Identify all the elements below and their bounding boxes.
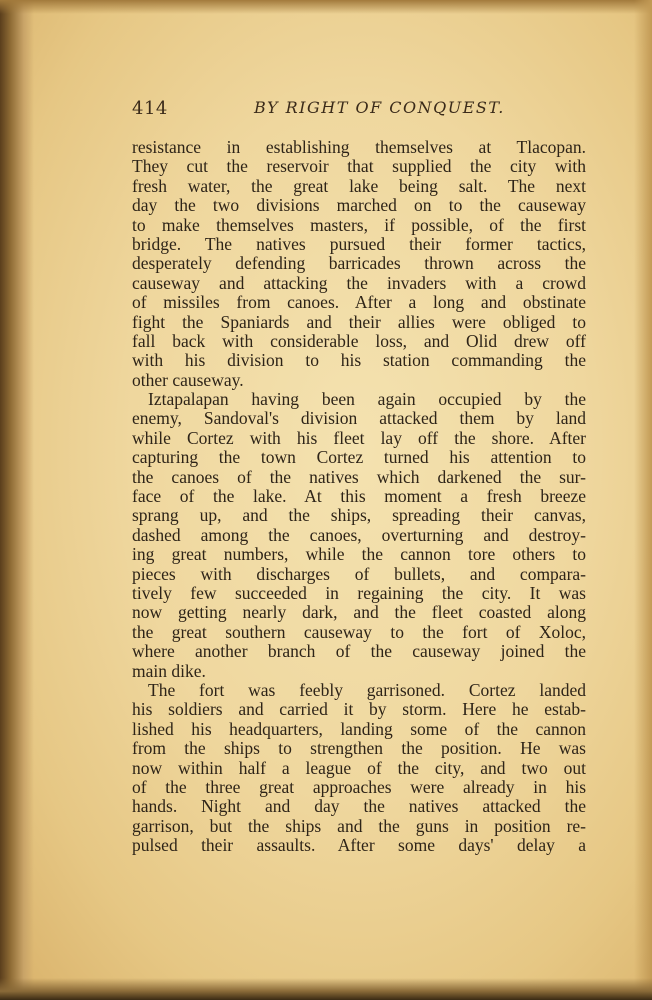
text-line: his soldiers and carried it by storm. Here he estab- (132, 699, 586, 720)
text-line: They cut the reservoir that supplied the city with (132, 156, 586, 177)
page-right-edge (634, 0, 652, 1000)
text-line: other causeway. (132, 369, 244, 390)
text-line: face of the lake. At this moment a fresh breeze (132, 486, 586, 507)
text-line: the great southern causeway to the fort of Xoloc, (132, 621, 586, 642)
text-line: where another branch of the causeway joined the (132, 641, 586, 662)
text-line: now getting nearly dark, and the fleet coasted along (132, 602, 586, 623)
text-line: ing great numbers, while the cannon tore others to (132, 544, 586, 565)
text-line: sprang up, and the ships, spreading their canvas, (132, 505, 586, 526)
text-line: dashed among the canoes, overturning and destroy- (132, 524, 586, 545)
text-line: desperately defending barricades thrown across the (132, 253, 586, 274)
text-line: pulsed their assaults. After some days' delay a (132, 835, 586, 856)
text-line: fresh water, the great lake being salt. The next (132, 175, 586, 196)
text-line: fight the Spaniards and their allies were obliged to (132, 311, 586, 332)
text-line: hands. Night and day the natives attacked the (132, 796, 586, 817)
text-line: capturing the town Cortez turned his attention to (132, 447, 586, 468)
text-line: tively few succeeded in regaining the city. It was (132, 582, 586, 603)
text-line: The fort was feebly garrisoned. Cortez landed (148, 679, 586, 700)
text-line: bridge. The natives pursued their former tactics, (132, 233, 586, 254)
text-line: to make themselves masters, if possible, of the first (132, 214, 586, 235)
page-header (132, 96, 592, 122)
page-binding-shadow (0, 0, 34, 1000)
text-line: the canoes of the natives which darkened the sur- (132, 466, 586, 487)
body-text (132, 138, 586, 855)
text-line: lished his headquarters, landing some of the cannon (132, 718, 586, 739)
text-line: fall back with considerable loss, and Olid drew off (132, 330, 586, 351)
page-number: 414 (132, 98, 168, 119)
text-line: while Cortez with his fleet lay off the shore. After (132, 427, 586, 448)
running-title: BY RIGHT OF CONQUEST. (254, 98, 505, 117)
text-line: pieces with discharges of bullets, and compara- (132, 563, 586, 584)
text-line: enemy, Sandoval's division attacked them by land (132, 408, 586, 429)
page-top-edge (0, 0, 652, 14)
text-line: causeway and attacking the invaders with a crowd (132, 272, 586, 293)
text-line: garrison, but the ships and the guns in position re- (132, 815, 586, 836)
text-line: of missiles from canoes. After a long and obstinate (132, 292, 586, 313)
text-line: resistance in establishing themselves at Tlacopan. (132, 137, 586, 157)
text-line: Iztapalapan having been again occupied by the (148, 389, 586, 410)
text-line: now within half a league of the city, and two out (132, 757, 586, 778)
text-line: day the two divisions marched on to the causeway (132, 195, 586, 216)
page-bottom-edge (0, 978, 652, 1000)
text-line: with his division to his station commanding the (132, 350, 586, 371)
text-line: of the three great approaches were already in his (132, 776, 586, 797)
text-line: from the ships to strengthen the position. He was (132, 738, 586, 759)
text-line: main dike. (132, 660, 206, 681)
